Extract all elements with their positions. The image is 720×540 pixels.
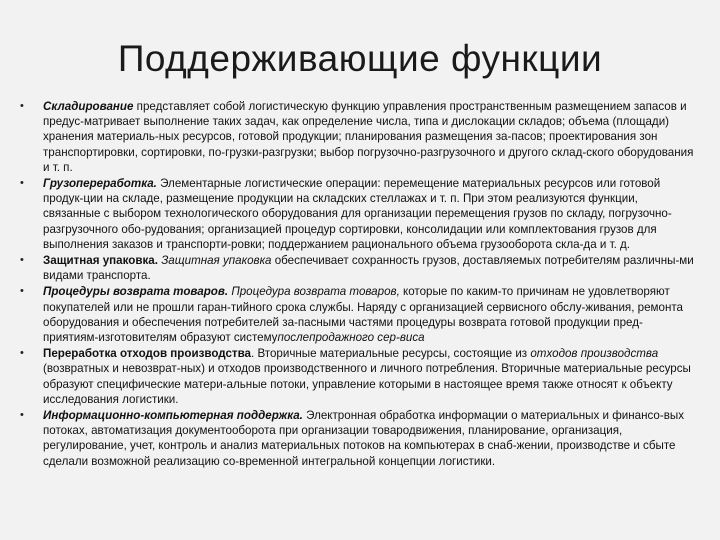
item-text: . Вторичные материальные ресурсы, состоящие из bbox=[251, 347, 531, 361]
item-lead: Защитная упаковка. bbox=[43, 254, 158, 268]
item-lead: Переработка отходов производства bbox=[43, 347, 252, 361]
item-text: обеспечивает сохранность грузов, доставляемых потребителям различны-ми видами транспорта. bbox=[43, 254, 694, 283]
item-text-2: (возвратных и невозврат-ных) и отходов производственного и личного потребления. Вторичные материальные ресурсы образуют специфические матери-альные потоки, управление которыми в настоящее время также относят к объекту исследования логистики. bbox=[43, 362, 691, 406]
functions-list bbox=[20, 99, 696, 469]
item-italic: Процедура возврата товаров, bbox=[228, 285, 400, 299]
list-item-info-support bbox=[20, 408, 696, 469]
bullet-icon: • bbox=[20, 177, 24, 190]
item-italic: отходов производства bbox=[530, 347, 659, 361]
list-item-cargo-handling bbox=[20, 176, 696, 252]
item-italic-2: послепродажного сер-виса bbox=[277, 331, 425, 345]
bullet-icon: • bbox=[20, 100, 24, 112]
list-item-protective-packaging bbox=[20, 253, 696, 283]
list-item-waste-processing bbox=[20, 346, 696, 407]
item-lead: Информационно-компьютерная поддержка. bbox=[43, 409, 303, 423]
list-item-returns bbox=[20, 284, 696, 345]
list-item-warehousing bbox=[20, 99, 696, 175]
bullet-icon: • bbox=[20, 285, 24, 298]
item-lead: Складирование bbox=[43, 100, 134, 113]
item-lead: Грузопереработка. bbox=[43, 177, 157, 191]
item-text: Элементарные логистические операции: перемещение материальных ресурсов или готовой продук-ции на складе, размещение продукции на складских стеллажах и т. п. При этом реализуются функции, связанные с выбором технологического оборудования для организации перемещения грузов по складу, погрузочно-разгрузочного обо-рудования; организацией процедур сортировки, консолидации или комплектования грузов для выполнения заказов и транспорти-ровки; поддержанием рационального объема грузооборота скла-да и т. д. bbox=[43, 177, 672, 251]
item-text: которые по каким-то причинам не удовлетворяют покупателей или не прошли гаран-тийного срока службы. Наряду с организацией сервисного обслу-живания, ремонта оборудования и обеспечения потребителей за-пасными частями процедуры возврата готовой продукции пред-приятиям-изготовителям образуют систему bbox=[43, 285, 683, 345]
item-text: представляет собой логистическую функцию управления пространственным размещением запасов и предус-матривает выполнение таких задач, как определение числа, типа и дислокации складов; объема (площади) хранения материаль-ных ресурсов, готовой продукции; планирования размещения за-пасов; проектирования зон транспортировки, сортировки, по-грузки-разгрузки; выбор погрузочно-разгрузочного и другого склад-ского оборудования и т. п. bbox=[43, 100, 694, 174]
bullet-icon: • bbox=[20, 254, 24, 267]
item-text: Электронная обработка информации о материальных и финансо-вых потоках, автоматизация документооборота при организации товародвижения, планирование, организация, регулирование, учет, контроль и анализ материальных потоков на компьютерах в снаб-жении, производстве и сбыте сделали возможной реализацию со-временной интегральной концепции логистики. bbox=[43, 409, 684, 468]
item-lead: Процедуры возврата товаров. bbox=[43, 285, 229, 299]
slide-title: Поддерживающие функции bbox=[117, 38, 603, 79]
bullet-icon: • bbox=[20, 347, 24, 360]
item-italic: Защитная упаковка bbox=[157, 254, 272, 268]
bullet-icon: • bbox=[20, 409, 24, 422]
